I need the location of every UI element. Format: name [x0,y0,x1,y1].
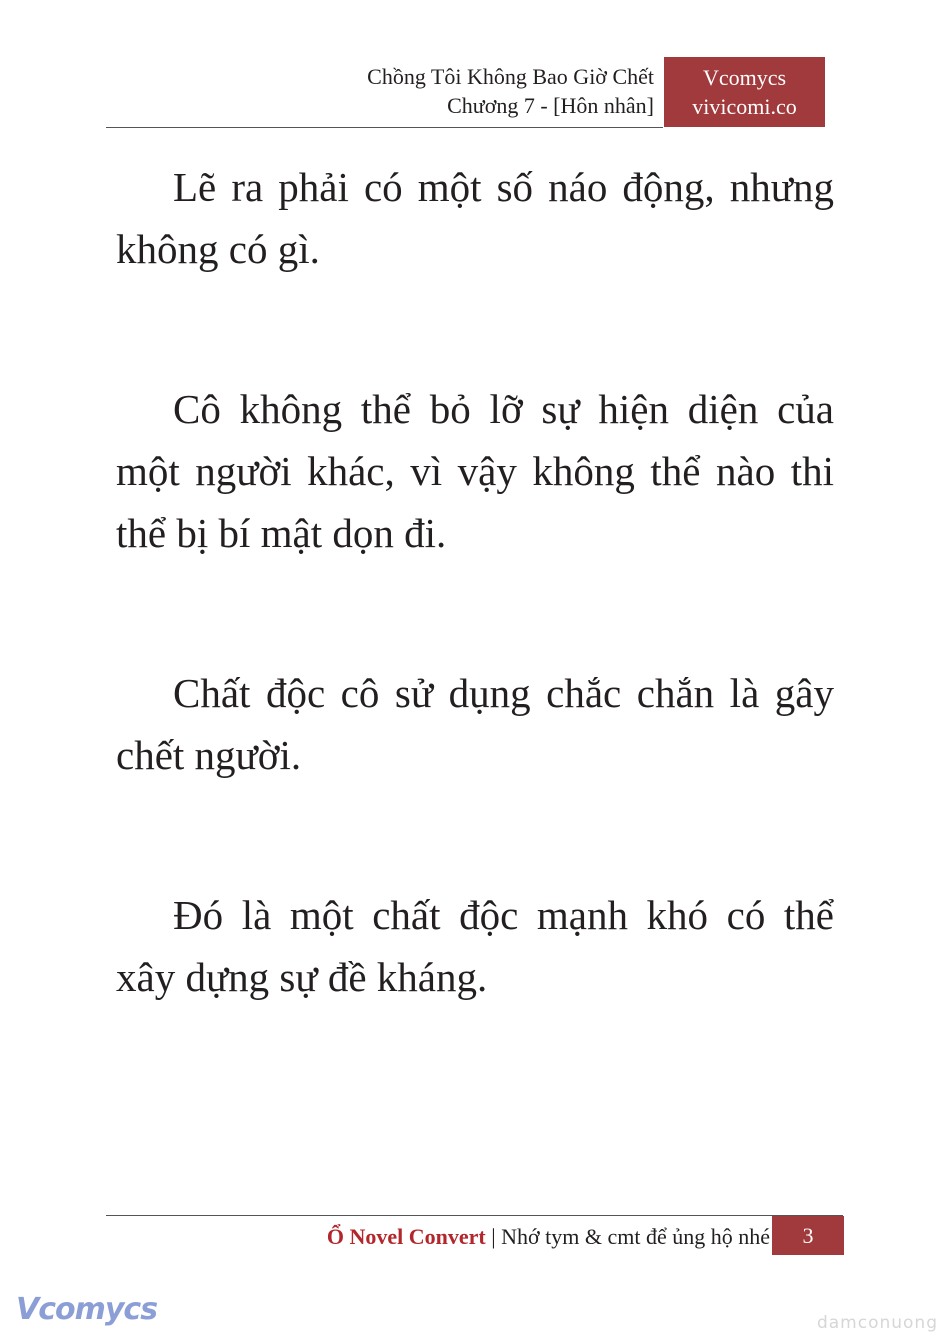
footer-message: Nhớ tym & cmt để ủng hộ nhé [501,1224,770,1249]
paragraph: Cô không thể bỏ lỡ sự hiện diện của một người khác, vì vậy không thể nào thi thể bị bí mật dọn đi. [116,386,834,556]
paragraph: Lẽ ra phải có một số náo động, nhưng không có gì. [116,164,834,272]
footer-divider [106,1215,843,1216]
book-title: Chồng Tôi Không Bao Giờ Chết [367,64,654,89]
footer-note [327,1222,770,1252]
brand-site: vivicomi.co [692,94,797,119]
header-divider [106,127,663,128]
paragraph: Đó là một chất độc mạnh khó có thể xây dựng sự đề kháng. [116,892,834,1000]
page-number: 3 [772,1216,844,1255]
header-title [367,62,654,120]
watermark: damconuong [816,1313,938,1333]
story-text [116,156,834,1106]
chapter-title: Chương 7 - [Hôn nhân] [447,93,654,118]
vcomycs-logo: Vcomycs [16,1292,158,1327]
footer-brand: Ổ Novel Convert [326,1224,486,1249]
header-brand-box [664,57,825,127]
paragraph: Chất độc cô sử dụng chắc chắn là gây chết người. [116,670,834,778]
footer-separator: | [491,1224,496,1249]
brand-name: Vcomycs [702,65,787,90]
